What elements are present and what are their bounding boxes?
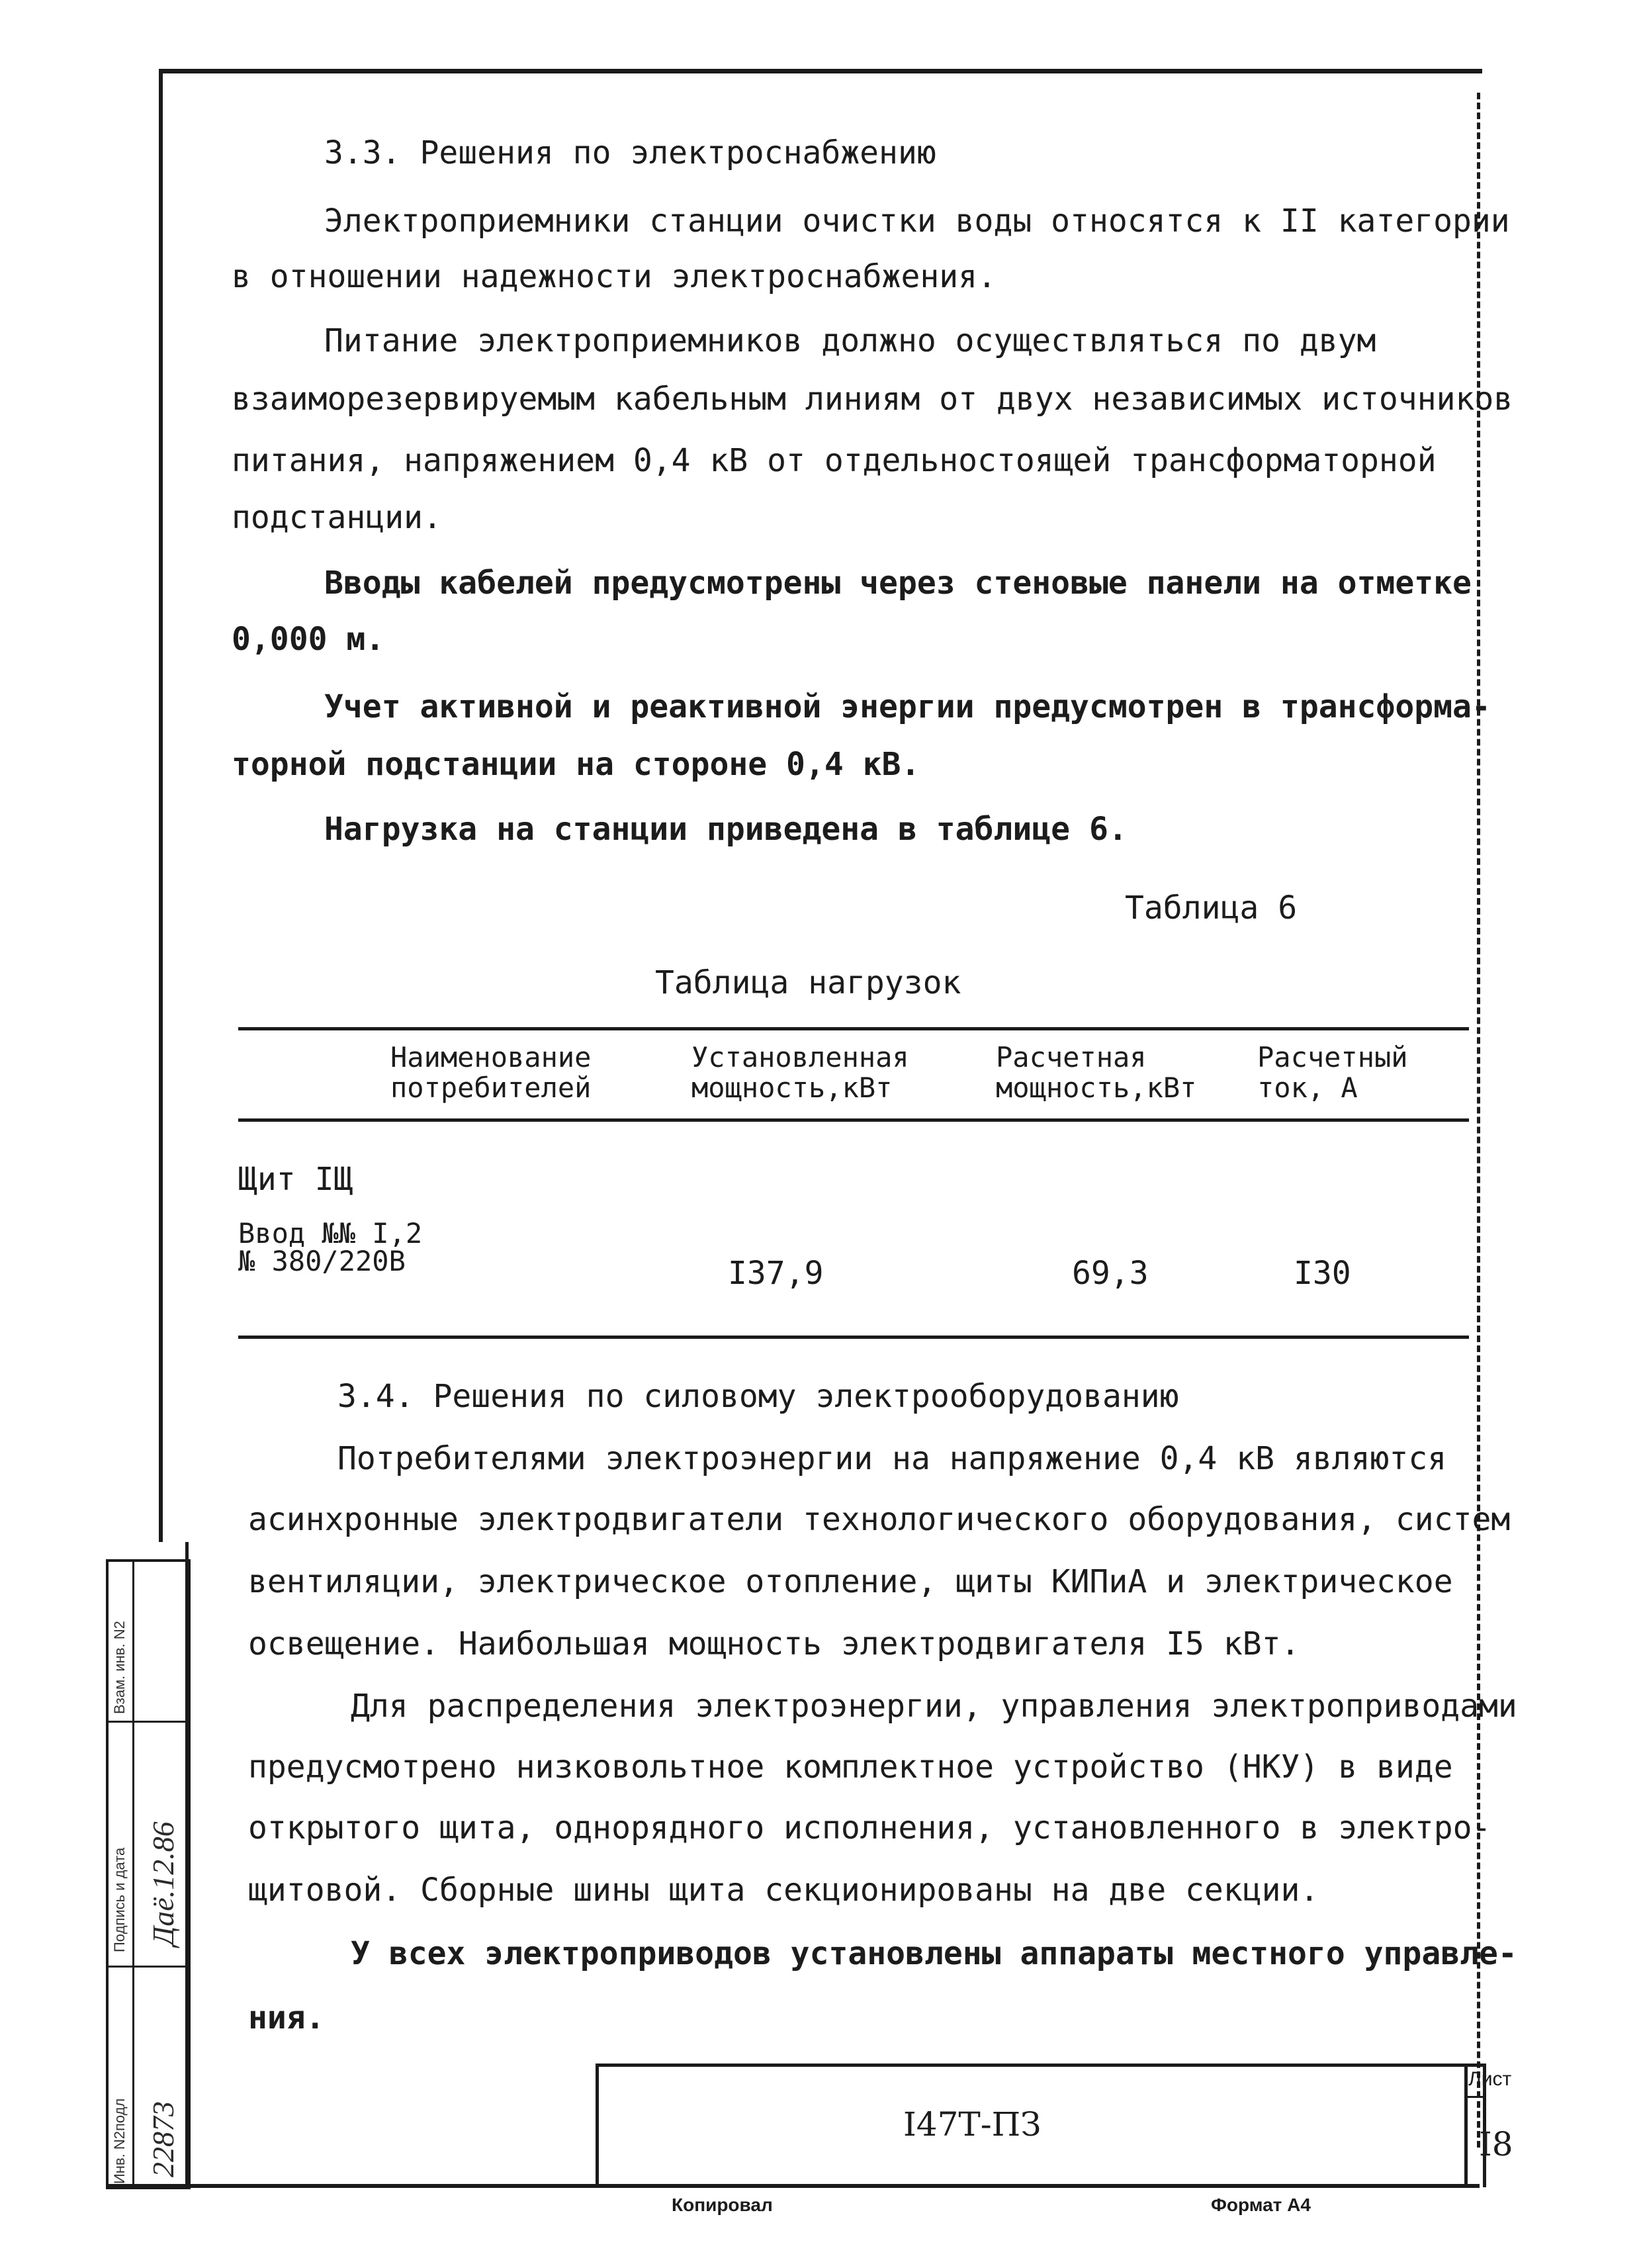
paragraph-line: питания, напряжением 0,4 кВ от отдельностоящей трансформаторной [232, 442, 1437, 479]
side-stamp-divider [109, 1721, 188, 1723]
paragraph-line: Потребителями электроэнергии на напряжение 0,4 кВ являются [337, 1440, 1447, 1477]
paragraph-line: открытого щита, однорядного исполнения, установленного в электро- [248, 1809, 1491, 1846]
table-cell-installed: I37,9 [728, 1255, 824, 1292]
paragraph-line: предусмотрено низковольтное комплектное устройство (НКУ) в виде [248, 1748, 1453, 1786]
footer-copied: Копировал [672, 2195, 773, 2215]
paragraph-line: Вводы кабелей предусмотрены через стеновые панели на отметке [324, 565, 1472, 602]
side-stamp-divider [109, 1966, 188, 1968]
section-3-4-heading: 3.4. Решения по силовому электрооборудованию [337, 1378, 1179, 1415]
paragraph-line: подстанции. [232, 499, 442, 536]
table-cell-current: I30 [1294, 1255, 1351, 1292]
paragraph-line: Учет активной и реактивной энергии предусмотрен в трансформа- [324, 688, 1491, 725]
table-number-label: Таблица 6 [1125, 889, 1298, 927]
side-stamp-divider [132, 1562, 134, 2187]
side-replace-label: Взам. инв. N2 [111, 1621, 128, 1714]
sheet-label: Лист [1468, 2068, 1512, 2090]
table-header-current: Расчетный ток, А [1257, 1041, 1408, 1104]
sheet-number: I8 [1479, 2125, 1513, 2163]
paragraph-line: взаиморезервируемым кабельным линиям от двух независимых источников [232, 381, 1513, 418]
table-top-rule [238, 1027, 1469, 1030]
side-sign-label: Подпись и дата [111, 1847, 128, 1952]
paragraph-line: Питание электроприемников должно осуществляться по двум [324, 322, 1376, 359]
table-title: Таблица нагрузок [655, 964, 961, 1001]
paragraph-line: Электроприемники станции очистки воды относятся к II категории [324, 203, 1510, 240]
side-inv-label: Инв. N2подл [111, 2098, 128, 2184]
table-cell-calculated: 69,3 [1072, 1255, 1149, 1292]
table-header-consumer: Наименование потребителей [390, 1041, 592, 1104]
paragraph-line: освещение. Наибольшая мощность электродвигателя I5 кВт. [248, 1625, 1300, 1662]
document-code: I47Т-ПЗ [903, 2105, 1042, 2144]
paragraph-line: Для распределения электроэнергии, управления электроприводами [351, 1688, 1517, 1725]
title-block-divider [1464, 2096, 1483, 2098]
side-inv-value: 22873 [146, 2101, 180, 2177]
table-header-calculated-power: Расчетная мощность,кВт [996, 1041, 1197, 1104]
table-header-installed-power: Установленная мощность,кВт [691, 1041, 909, 1104]
paragraph-line: ния. [248, 1999, 325, 2036]
paragraph-line: торной подстанции на стороне 0,4 кВ. [232, 746, 920, 783]
paragraph-line: 0,000 м. [232, 621, 385, 658]
paragraph-line: в отношении надежности электроснабжения. [232, 258, 997, 295]
paragraph-line: щитовой. Сборные шины щита секционированы на две секции. [248, 1872, 1319, 1909]
table-group-label: Щит IЩ [238, 1161, 353, 1198]
frame-top-border [159, 69, 1482, 73]
paragraph-line: вентиляции, электрическое отопление, щиты КИПиА и электрическое [248, 1563, 1453, 1600]
paragraph-line: Нагрузка на станции приведена в таблице 6. [324, 811, 1128, 848]
table-row-name: Ввод №№ I,2 № 380/220В [238, 1217, 423, 1277]
section-3-3-heading: 3.3. Решения по электроснабжению [324, 134, 936, 171]
frame-left-border [159, 69, 163, 1542]
table-bottom-rule [238, 1336, 1469, 1339]
paragraph-line: У всех электроприводов установлены аппараты местного управле- [351, 1935, 1517, 1972]
table-header-rule [238, 1118, 1469, 1122]
side-stamp [106, 1559, 191, 2189]
side-sign-value: Даё.12.86 [146, 1821, 180, 1946]
footer-format: Формат А4 [1211, 2195, 1311, 2215]
title-block-divider [1464, 2067, 1468, 2187]
title-block [596, 2064, 1513, 2187]
paragraph-line: асинхронные электродвигатели технологического оборудования, систем [248, 1501, 1511, 1538]
